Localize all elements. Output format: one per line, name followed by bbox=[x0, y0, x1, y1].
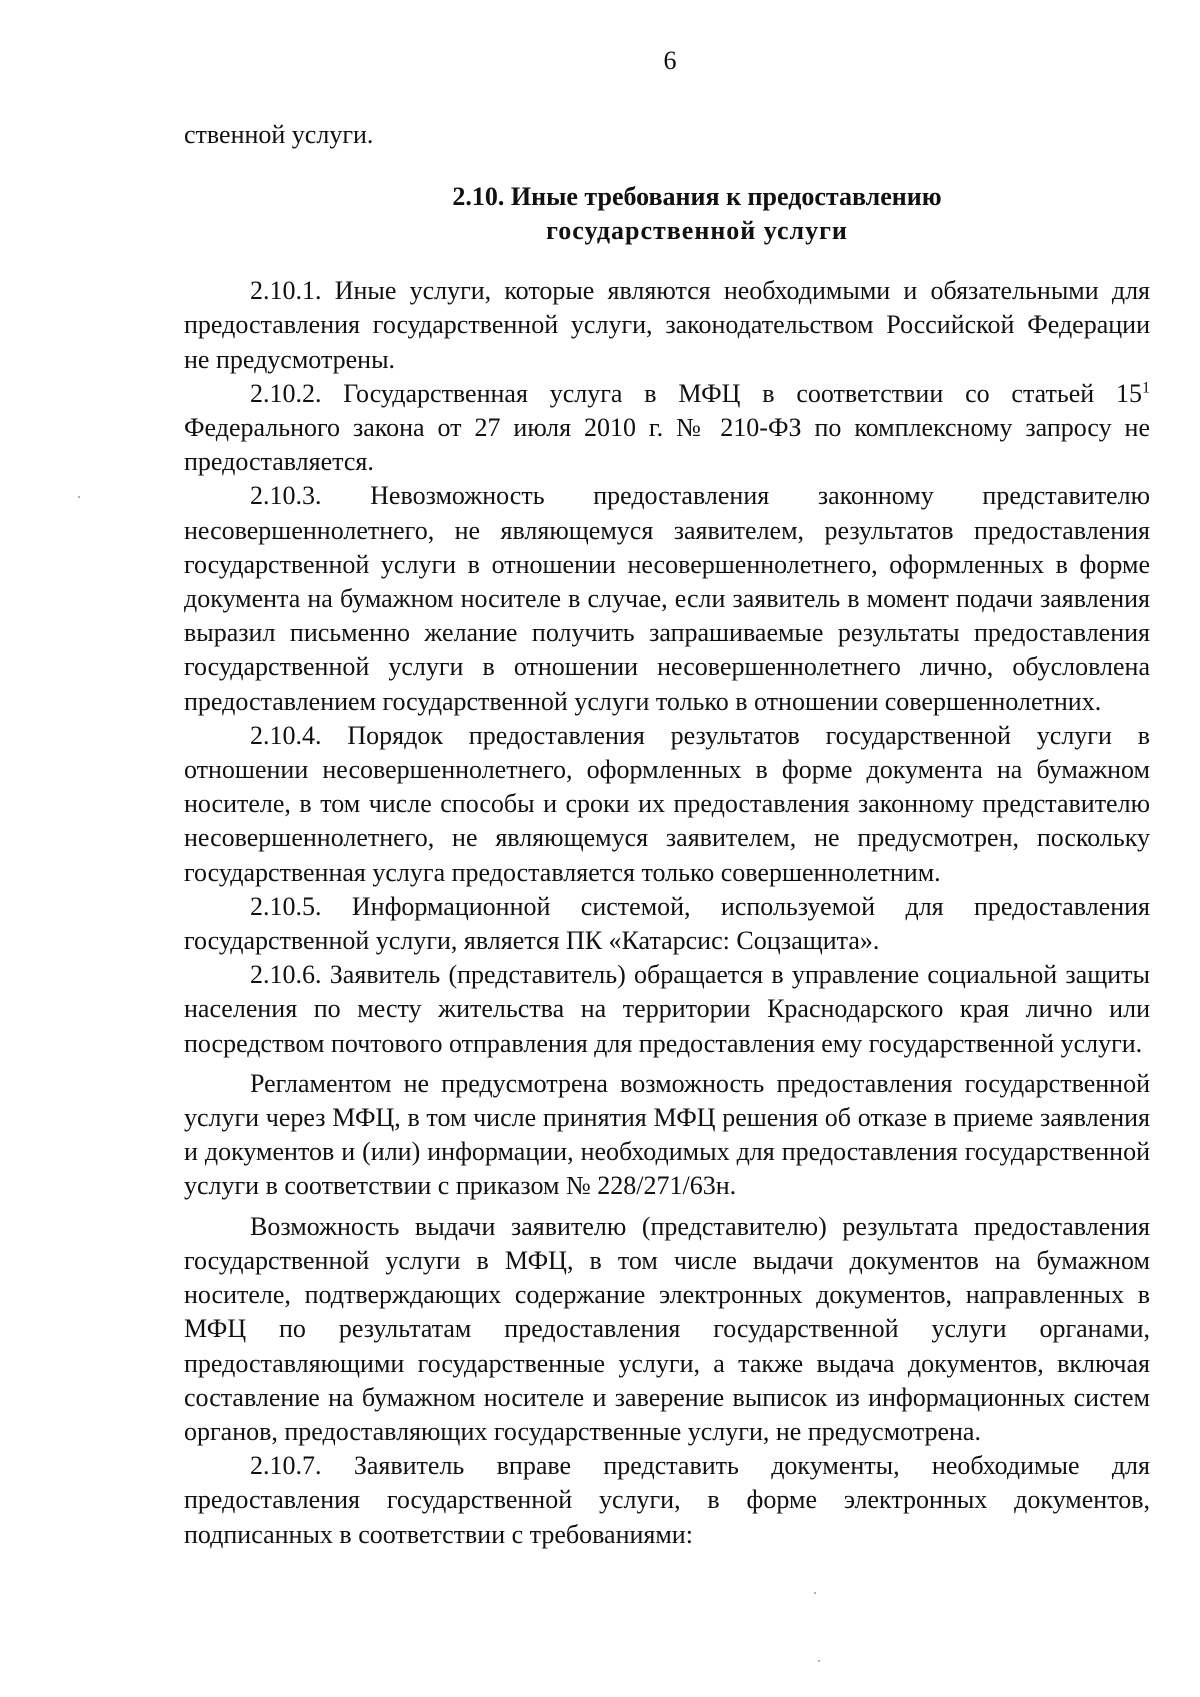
scan-speck bbox=[78, 496, 80, 498]
paragraph-2-10-3: 2.10.3. Невозможность предоставления законному представителю несовершеннолетнего, не являющемуся заявителем, результатов предоставления государственной услуги в отношении несовершеннолетнего, оформленных в форме документа на бумажном носителе в случае, если заявитель в момент подачи заявления выразил письменно желание получить запрашиваемые результаты предоставления государственной услуги в отношении несовершеннолетнего лично, обусловлена предоставлением государственной услуги только в отношении совершеннолетних. bbox=[184, 481, 1150, 716]
section-heading bbox=[184, 180, 1150, 248]
paragraph-regulation-mfc: Регламентом не предусмотрена возможность предоставления государственной услуги через МФЦ, в том числе принятия МФЦ решения об отказе в приеме заявления и документов и (или) информации, необходимых для предоставления государственной услуги в соответствии с приказом № 228/271/63н. bbox=[184, 1068, 1150, 1201]
paragraph-2-10-6: 2.10.6. Заявитель (представитель) обращается в управление социальной защиты населения по месту жительства на территории Краснодарского края лично или посредством почтового отправления для предоставления ему государственной услуги. bbox=[184, 960, 1150, 1058]
paragraph-2-10-2 bbox=[184, 377, 1150, 480]
page-number: 6 bbox=[663, 46, 677, 75]
paragraph-2-10-2-part-2: Федерального закона от 27 июля 2010 г. № 210-ФЗ по комплексному запросу не предоставляется. bbox=[184, 413, 1150, 477]
paragraph-2-10-7: 2.10.7. Заявитель вправе представить документы, необходимые для предоставления государственной услуги, в форме электронных документов, подписанных в соответствии с требованиями: bbox=[184, 1451, 1150, 1549]
paragraph-2-10-4: 2.10.4. Порядок предоставления результатов государственной услуги в отношении несовершеннолетнего, оформленных в форме документа на бумажном носителе, в том числе способы и сроки их предоставления законному представителю несовершеннолетнего, не являющемуся заявителем, не предусмотрен, поскольку государственная услуга предоставляется только совершеннолетним. bbox=[184, 720, 1150, 887]
paragraph-2-10-2-part-1: 2.10.2. Государственная услуга в МФЦ в соответствии со статьей 15 bbox=[250, 378, 1142, 408]
document-body bbox=[184, 118, 1150, 1552]
scan-speck bbox=[814, 1592, 816, 1594]
scan-speck bbox=[818, 1660, 820, 1662]
paragraph-2-10-5: 2.10.5. Информационной системой, используемой для предоставления государственной услуги, является ПК «Катарсис: Соцзащита». bbox=[184, 891, 1150, 956]
section-title-line-1: 2.10. Иные требования к предоставлению bbox=[452, 182, 942, 212]
paragraph-issuance-possibility: Возможность выдачи заявителю (представителю) результата предоставления государственной услуги в МФЦ, в том числе выдачи документов на бумажном носителе, подтверждающих содержание электронных документов, направленных в МФЦ по результатам предоставления государственной услуги органами, предоставляющими государственные услуги, а также выдача документов, включая составление на бумажном носителе и заверение выписок из информационных систем органов, предоставляющих государственные услуги, не предусмотрена. bbox=[184, 1211, 1150, 1446]
carryover-text: ственной услуги. bbox=[184, 120, 374, 149]
paragraph-2-10-1: 2.10.1. Иные услуги, которые являются необходимыми и обязательными для предоставления государственной услуги, законодательством Российской Федерации не предусмотрены. bbox=[184, 276, 1150, 374]
footnote-superscript: 1 bbox=[1142, 379, 1150, 397]
section-title-line-2: государственной услуги bbox=[546, 216, 848, 246]
